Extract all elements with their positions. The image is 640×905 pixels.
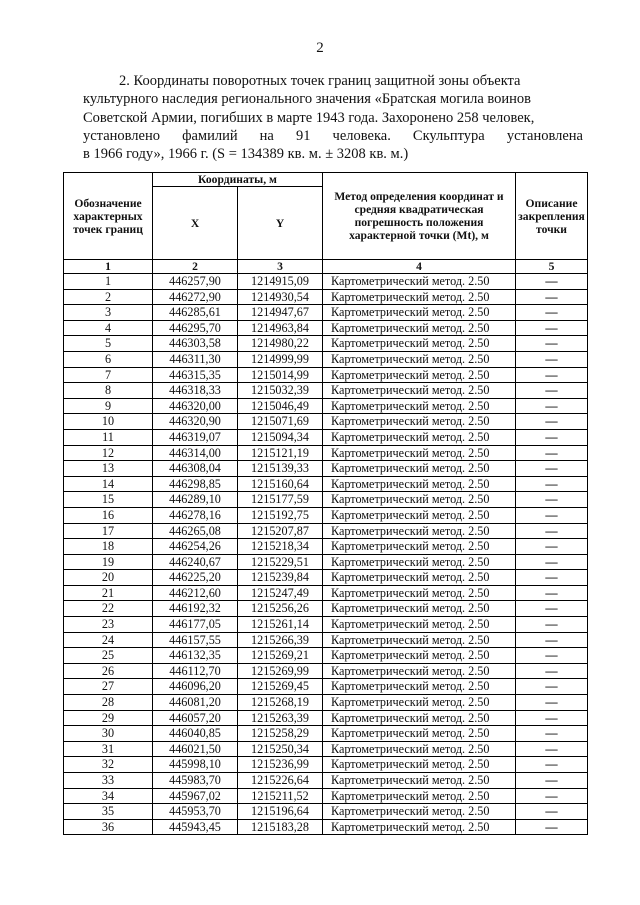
description-cell: — xyxy=(516,757,588,773)
table-row xyxy=(64,632,588,648)
table-row xyxy=(64,741,588,757)
column-number: 3 xyxy=(238,260,323,274)
y-cell: 1215236,99 xyxy=(238,757,323,773)
point-cell: 13 xyxy=(64,461,153,477)
point-cell: 28 xyxy=(64,695,153,711)
point-cell: 22 xyxy=(64,601,153,617)
point-cell: 19 xyxy=(64,554,153,570)
point-cell: 20 xyxy=(64,570,153,586)
x-cell: 446212,60 xyxy=(153,585,238,601)
table-row xyxy=(64,429,588,445)
table-row xyxy=(64,679,588,695)
method-cell: Картометрический метод. 2.50 xyxy=(323,523,516,539)
point-cell: 7 xyxy=(64,367,153,383)
method-cell: Картометрический метод. 2.50 xyxy=(323,336,516,352)
header-description: Описание закрепления точки xyxy=(516,173,588,260)
x-cell: 446096,20 xyxy=(153,679,238,695)
table-row xyxy=(64,757,588,773)
y-cell: 1215183,28 xyxy=(238,819,323,835)
intro-line: Советской Армии, погибших в марте 1943 года. Захоронено 258 человек, xyxy=(83,109,535,126)
table-row xyxy=(64,648,588,664)
y-cell: 1215014,99 xyxy=(238,367,323,383)
point-cell: 33 xyxy=(64,773,153,789)
point-cell: 31 xyxy=(64,741,153,757)
y-cell: 1215211,52 xyxy=(238,788,323,804)
method-cell: Картометрический метод. 2.50 xyxy=(323,289,516,305)
x-cell: 446057,20 xyxy=(153,710,238,726)
description-cell: — xyxy=(516,663,588,679)
x-cell: 446308,04 xyxy=(153,461,238,477)
y-cell: 1215071,69 xyxy=(238,414,323,430)
y-cell: 1214930,54 xyxy=(238,289,323,305)
table-row xyxy=(64,461,588,477)
y-cell: 1215160,64 xyxy=(238,476,323,492)
y-cell: 1215177,59 xyxy=(238,492,323,508)
y-cell: 1215094,34 xyxy=(238,429,323,445)
x-cell: 446315,35 xyxy=(153,367,238,383)
x-cell: 446318,33 xyxy=(153,383,238,399)
point-cell: 2 xyxy=(64,289,153,305)
y-cell: 1215269,99 xyxy=(238,663,323,679)
x-cell: 446254,26 xyxy=(153,539,238,555)
table-row xyxy=(64,710,588,726)
description-cell: — xyxy=(516,804,588,820)
table-row xyxy=(64,398,588,414)
x-cell: 446285,61 xyxy=(153,305,238,321)
method-cell: Картометрический метод. 2.50 xyxy=(323,351,516,367)
point-cell: 21 xyxy=(64,585,153,601)
header-y: Y xyxy=(238,187,323,260)
method-cell: Картометрический метод. 2.50 xyxy=(323,601,516,617)
y-cell: 1214915,09 xyxy=(238,274,323,290)
method-cell: Картометрический метод. 2.50 xyxy=(323,320,516,336)
x-cell: 446319,07 xyxy=(153,429,238,445)
point-cell: 16 xyxy=(64,507,153,523)
description-cell: — xyxy=(516,305,588,321)
table-row xyxy=(64,351,588,367)
description-cell: — xyxy=(516,539,588,555)
description-cell: — xyxy=(516,336,588,352)
table-row xyxy=(64,492,588,508)
table-row xyxy=(64,726,588,742)
y-cell: 1215250,34 xyxy=(238,741,323,757)
method-cell: Картометрический метод. 2.50 xyxy=(323,476,516,492)
x-cell: 446298,85 xyxy=(153,476,238,492)
description-cell: — xyxy=(516,461,588,477)
description-cell: — xyxy=(516,819,588,835)
x-cell: 446157,55 xyxy=(153,632,238,648)
y-cell: 1215268,19 xyxy=(238,695,323,711)
description-cell: — xyxy=(516,741,588,757)
point-cell: 29 xyxy=(64,710,153,726)
header-method: Метод определения координат и средняя квадратическая погрешность положения характерной точки (Mt), м xyxy=(323,173,516,260)
table-row xyxy=(64,539,588,555)
point-cell: 36 xyxy=(64,819,153,835)
y-cell: 1215266,39 xyxy=(238,632,323,648)
y-cell: 1215207,87 xyxy=(238,523,323,539)
method-cell: Картометрический метод. 2.50 xyxy=(323,539,516,555)
description-cell: — xyxy=(516,351,588,367)
description-cell: — xyxy=(516,695,588,711)
method-cell: Картометрический метод. 2.50 xyxy=(323,632,516,648)
point-cell: 4 xyxy=(64,320,153,336)
header-coordinates: Координаты, м xyxy=(153,173,323,187)
x-cell: 445983,70 xyxy=(153,773,238,789)
x-cell: 446303,58 xyxy=(153,336,238,352)
description-cell: — xyxy=(516,398,588,414)
table-row xyxy=(64,507,588,523)
y-cell: 1215032,39 xyxy=(238,383,323,399)
point-cell: 35 xyxy=(64,804,153,820)
x-cell: 446265,08 xyxy=(153,523,238,539)
y-cell: 1215046,49 xyxy=(238,398,323,414)
table-row xyxy=(64,773,588,789)
method-cell: Картометрический метод. 2.50 xyxy=(323,414,516,430)
table-row xyxy=(64,819,588,835)
point-cell: 3 xyxy=(64,305,153,321)
column-number: 1 xyxy=(64,260,153,274)
description-cell: — xyxy=(516,523,588,539)
x-cell: 446177,05 xyxy=(153,617,238,633)
description-cell: — xyxy=(516,383,588,399)
method-cell: Картометрический метод. 2.50 xyxy=(323,741,516,757)
method-cell: Картометрический метод. 2.50 xyxy=(323,398,516,414)
intro-paragraph xyxy=(83,72,583,163)
description-cell: — xyxy=(516,726,588,742)
x-cell: 446081,20 xyxy=(153,695,238,711)
method-cell: Картометрический метод. 2.50 xyxy=(323,383,516,399)
method-cell: Картометрический метод. 2.50 xyxy=(323,804,516,820)
description-cell: — xyxy=(516,492,588,508)
table-row xyxy=(64,663,588,679)
method-cell: Картометрический метод. 2.50 xyxy=(323,554,516,570)
x-cell: 446295,70 xyxy=(153,320,238,336)
y-cell: 1215263,39 xyxy=(238,710,323,726)
description-cell: — xyxy=(516,773,588,789)
point-cell: 6 xyxy=(64,351,153,367)
description-cell: — xyxy=(516,320,588,336)
table-row xyxy=(64,414,588,430)
column-number: 5 xyxy=(516,260,588,274)
point-cell: 8 xyxy=(64,383,153,399)
table-row xyxy=(64,570,588,586)
y-cell: 1215192,75 xyxy=(238,507,323,523)
description-cell: — xyxy=(516,632,588,648)
method-cell: Картометрический метод. 2.50 xyxy=(323,617,516,633)
point-cell: 32 xyxy=(64,757,153,773)
point-cell: 30 xyxy=(64,726,153,742)
y-cell: 1215218,34 xyxy=(238,539,323,555)
y-cell: 1215239,84 xyxy=(238,570,323,586)
description-cell: — xyxy=(516,507,588,523)
x-cell: 446112,70 xyxy=(153,663,238,679)
x-cell: 446040,85 xyxy=(153,726,238,742)
table-row xyxy=(64,476,588,492)
description-cell: — xyxy=(516,367,588,383)
method-cell: Картометрический метод. 2.50 xyxy=(323,710,516,726)
point-cell: 27 xyxy=(64,679,153,695)
point-cell: 1 xyxy=(64,274,153,290)
description-cell: — xyxy=(516,601,588,617)
point-cell: 14 xyxy=(64,476,153,492)
method-cell: Картометрический метод. 2.50 xyxy=(323,445,516,461)
table-row xyxy=(64,445,588,461)
method-cell: Картометрический метод. 2.50 xyxy=(323,648,516,664)
table-row xyxy=(64,367,588,383)
y-cell: 1215121,19 xyxy=(238,445,323,461)
intro-line: установлено фамилий на 91 человека. Скульптура установлена xyxy=(83,127,583,144)
y-cell: 1215226,64 xyxy=(238,773,323,789)
description-cell: — xyxy=(516,445,588,461)
method-cell: Картометрический метод. 2.50 xyxy=(323,274,516,290)
x-cell: 446225,20 xyxy=(153,570,238,586)
description-cell: — xyxy=(516,788,588,804)
table-body xyxy=(64,274,588,835)
method-cell: Картометрический метод. 2.50 xyxy=(323,773,516,789)
y-cell: 1215247,49 xyxy=(238,585,323,601)
x-cell: 446272,90 xyxy=(153,289,238,305)
method-cell: Картометрический метод. 2.50 xyxy=(323,679,516,695)
point-cell: 23 xyxy=(64,617,153,633)
method-cell: Картометрический метод. 2.50 xyxy=(323,305,516,321)
intro-line: культурного наследия регионального значения «Братская могила воинов xyxy=(83,91,532,108)
x-cell: 446192,32 xyxy=(153,601,238,617)
description-cell: — xyxy=(516,554,588,570)
point-cell: 18 xyxy=(64,539,153,555)
x-cell: 445953,70 xyxy=(153,804,238,820)
method-cell: Картометрический метод. 2.50 xyxy=(323,663,516,679)
table-row xyxy=(64,320,588,336)
method-cell: Картометрический метод. 2.50 xyxy=(323,726,516,742)
page-number: 2 xyxy=(316,40,324,56)
x-cell: 446257,90 xyxy=(153,274,238,290)
y-cell: 1215269,21 xyxy=(238,648,323,664)
header-point-designation: Обозначение характерных точек границ xyxy=(64,173,153,260)
table-row xyxy=(64,305,588,321)
table-row xyxy=(64,523,588,539)
description-cell: — xyxy=(516,585,588,601)
point-cell: 26 xyxy=(64,663,153,679)
x-cell: 446320,90 xyxy=(153,414,238,430)
table-row xyxy=(64,804,588,820)
method-cell: Картометрический метод. 2.50 xyxy=(323,695,516,711)
point-cell: 25 xyxy=(64,648,153,664)
table-row xyxy=(64,788,588,804)
description-cell: — xyxy=(516,476,588,492)
description-cell: — xyxy=(516,617,588,633)
point-cell: 5 xyxy=(64,336,153,352)
y-cell: 1214963,84 xyxy=(238,320,323,336)
y-cell: 1214947,67 xyxy=(238,305,323,321)
y-cell: 1215139,33 xyxy=(238,461,323,477)
table-row xyxy=(64,289,588,305)
description-cell: — xyxy=(516,414,588,430)
description-cell: — xyxy=(516,648,588,664)
table-row xyxy=(64,554,588,570)
x-cell: 445967,02 xyxy=(153,788,238,804)
y-cell: 1214999,99 xyxy=(238,351,323,367)
method-cell: Картометрический метод. 2.50 xyxy=(323,585,516,601)
description-cell: — xyxy=(516,429,588,445)
x-cell: 446132,35 xyxy=(153,648,238,664)
table-row xyxy=(64,695,588,711)
coordinates-table xyxy=(63,172,588,835)
y-cell: 1215196,64 xyxy=(238,804,323,820)
x-cell: 446278,16 xyxy=(153,507,238,523)
point-cell: 24 xyxy=(64,632,153,648)
table-row xyxy=(64,336,588,352)
y-cell: 1215258,29 xyxy=(238,726,323,742)
method-cell: Картометрический метод. 2.50 xyxy=(323,461,516,477)
point-cell: 17 xyxy=(64,523,153,539)
method-cell: Картометрический метод. 2.50 xyxy=(323,507,516,523)
description-cell: — xyxy=(516,570,588,586)
y-cell: 1215269,45 xyxy=(238,679,323,695)
table-row xyxy=(64,383,588,399)
point-cell: 11 xyxy=(64,429,153,445)
method-cell: Картометрический метод. 2.50 xyxy=(323,429,516,445)
description-cell: — xyxy=(516,274,588,290)
method-cell: Картометрический метод. 2.50 xyxy=(323,819,516,835)
intro-line: 2. Координаты поворотных точек границ защитной зоны объекта xyxy=(119,73,521,89)
intro-line: в 1966 году», 1966 г. (S = 134389 кв. м. ± 3208 кв. м.) xyxy=(83,146,409,163)
point-cell: 10 xyxy=(64,414,153,430)
x-cell: 445943,45 xyxy=(153,819,238,835)
description-cell: — xyxy=(516,679,588,695)
table-row xyxy=(64,601,588,617)
y-cell: 1215261,14 xyxy=(238,617,323,633)
method-cell: Картометрический метод. 2.50 xyxy=(323,367,516,383)
x-cell: 446311,30 xyxy=(153,351,238,367)
point-cell: 9 xyxy=(64,398,153,414)
column-number: 4 xyxy=(323,260,516,274)
method-cell: Картометрический метод. 2.50 xyxy=(323,492,516,508)
table-row xyxy=(64,585,588,601)
y-cell: 1214980,22 xyxy=(238,336,323,352)
x-cell: 446320,00 xyxy=(153,398,238,414)
method-cell: Картометрический метод. 2.50 xyxy=(323,570,516,586)
description-cell: — xyxy=(516,710,588,726)
x-cell: 446314,00 xyxy=(153,445,238,461)
x-cell: 446240,67 xyxy=(153,554,238,570)
x-cell: 446289,10 xyxy=(153,492,238,508)
method-cell: Картометрический метод. 2.50 xyxy=(323,788,516,804)
method-cell: Картометрический метод. 2.50 xyxy=(323,757,516,773)
table-row xyxy=(64,617,588,633)
x-cell: 445998,10 xyxy=(153,757,238,773)
x-cell: 446021,50 xyxy=(153,741,238,757)
description-cell: — xyxy=(516,289,588,305)
column-number: 2 xyxy=(153,260,238,274)
table-row xyxy=(64,274,588,290)
header-x: X xyxy=(153,187,238,260)
point-cell: 12 xyxy=(64,445,153,461)
point-cell: 34 xyxy=(64,788,153,804)
y-cell: 1215229,51 xyxy=(238,554,323,570)
point-cell: 15 xyxy=(64,492,153,508)
y-cell: 1215256,26 xyxy=(238,601,323,617)
